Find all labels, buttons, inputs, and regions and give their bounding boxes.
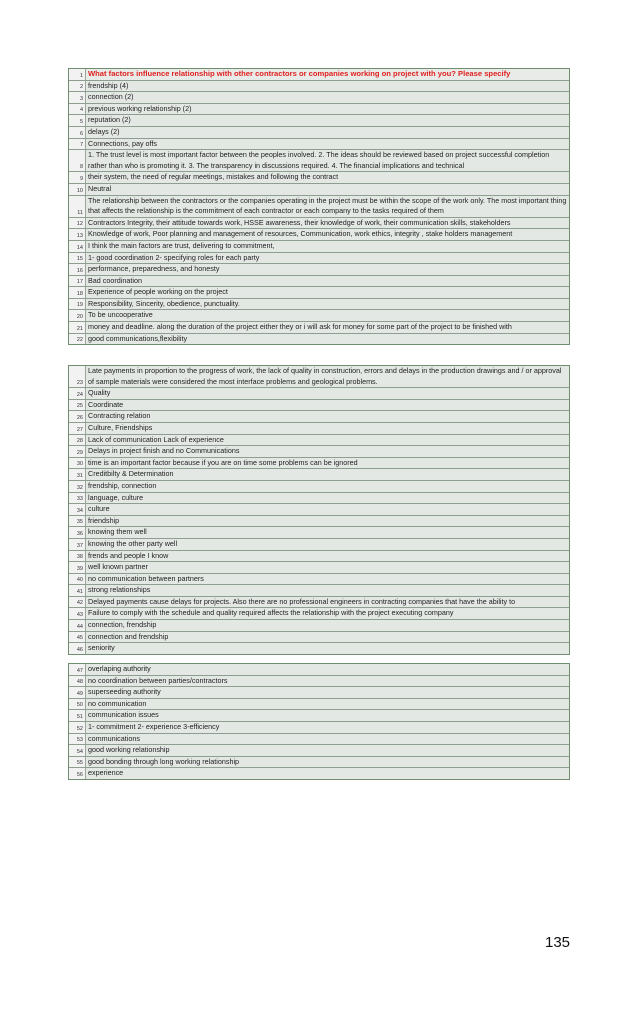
- row-number: 46: [69, 643, 86, 654]
- table-row: [69, 172, 569, 184]
- table-row: [69, 643, 569, 654]
- row-number: 42: [69, 597, 86, 608]
- table-row: [69, 562, 569, 574]
- row-number: 19: [69, 299, 86, 310]
- response-cell[interactable]: culture: [86, 504, 569, 515]
- response-cell[interactable]: strong relationships: [86, 585, 569, 596]
- table-row: [69, 608, 569, 620]
- table-row: [69, 632, 569, 644]
- response-cell[interactable]: Delays in project finish and no Communications: [86, 446, 569, 457]
- row-number: 32: [69, 481, 86, 492]
- response-cell[interactable]: Neutral: [86, 184, 569, 195]
- table-row: [69, 734, 569, 746]
- row-number: 3: [69, 92, 86, 103]
- spreadsheet-block-3: [68, 663, 570, 780]
- response-cell[interactable]: Quality: [86, 388, 569, 399]
- table-row: [69, 115, 569, 127]
- response-cell[interactable]: connection (2): [86, 92, 569, 103]
- table-row: [69, 127, 569, 139]
- row-number: 35: [69, 516, 86, 527]
- table-row: [69, 481, 569, 493]
- question-header[interactable]: What factors influence relationship with other contractors or companies working on project with you? Please specify: [86, 69, 569, 80]
- response-cell[interactable]: I think the main factors are trust, delivering to commitment,: [86, 241, 569, 252]
- table-row: [69, 287, 569, 299]
- row-number: 25: [69, 400, 86, 411]
- response-cell[interactable]: The relationship between the contractors or the companies operating in the project must be within the scope of the work only. The most important thing that affects the relationship is the commitment of each contractor or each company to the tasks required of them: [86, 196, 569, 217]
- row-number: 16: [69, 264, 86, 275]
- table-row: [69, 768, 569, 779]
- row-number: 48: [69, 676, 86, 687]
- table-row: [69, 597, 569, 609]
- table-row: [69, 574, 569, 586]
- table-row: [69, 435, 569, 447]
- table-row: [69, 516, 569, 528]
- table-row: [69, 699, 569, 711]
- table-row: [69, 504, 569, 516]
- table-row: [69, 745, 569, 757]
- spreadsheet-block-1: [68, 68, 570, 345]
- table-row: [69, 81, 569, 93]
- table-row: [69, 722, 569, 734]
- row-number: 49: [69, 687, 86, 698]
- row-number: 1: [69, 69, 86, 80]
- response-cell[interactable]: overlaping authority: [86, 664, 569, 675]
- table-row: [69, 139, 569, 151]
- row-number: 22: [69, 334, 86, 345]
- response-cell[interactable]: connection, frendship: [86, 620, 569, 631]
- row-number: 4: [69, 104, 86, 115]
- table-row: [69, 299, 569, 311]
- response-cell[interactable]: Creditbilty & Determination: [86, 469, 569, 480]
- response-cell[interactable]: well known partner: [86, 562, 569, 573]
- row-number: 43: [69, 608, 86, 619]
- row-number: 44: [69, 620, 86, 631]
- row-number: 50: [69, 699, 86, 710]
- page-number: 135: [545, 934, 571, 951]
- response-cell[interactable]: friendship: [86, 516, 569, 527]
- row-number: 33: [69, 493, 86, 504]
- response-cell[interactable]: Contracting relation: [86, 411, 569, 422]
- table-row: [69, 757, 569, 769]
- row-number: 21: [69, 322, 86, 333]
- row-number: 31: [69, 469, 86, 480]
- table-row: [69, 664, 569, 676]
- row-number: 41: [69, 585, 86, 596]
- response-cell[interactable]: knowing them well: [86, 527, 569, 538]
- row-number: 30: [69, 458, 86, 469]
- row-number: 20: [69, 310, 86, 321]
- response-cell[interactable]: Delayed payments cause delays for projects. Also there are no professional engineers in contracting companies that have the ability to: [86, 597, 569, 608]
- response-cell[interactable]: no communication between partners: [86, 574, 569, 585]
- row-number: 17: [69, 276, 86, 287]
- response-cell[interactable]: knowing the other party well: [86, 539, 569, 550]
- response-cell[interactable]: reputation (2): [86, 115, 569, 126]
- response-cell[interactable]: Knowledge of work, Poor planning and management of resources, Communication, work ethics, integrity , stake holders management: [86, 229, 569, 240]
- row-number: 14: [69, 241, 86, 252]
- row-number: 45: [69, 632, 86, 643]
- row-number: 9: [69, 172, 86, 183]
- table-row: [69, 334, 569, 345]
- row-number: 38: [69, 551, 86, 562]
- response-cell[interactable]: Experience of people working on the project: [86, 287, 569, 298]
- table-row: [69, 469, 569, 481]
- response-cell[interactable]: To be uncooperative: [86, 310, 569, 321]
- response-cell[interactable]: superseeding authority: [86, 687, 569, 698]
- row-number: 11: [69, 196, 86, 217]
- row-number: 24: [69, 388, 86, 399]
- table-row: [69, 620, 569, 632]
- table-row: [69, 446, 569, 458]
- row-number: 55: [69, 757, 86, 768]
- table-row: [69, 458, 569, 470]
- response-cell[interactable]: 1- commitment 2- experience 3-efficiency: [86, 722, 569, 733]
- row-number: 7: [69, 139, 86, 150]
- row-number: 15: [69, 253, 86, 264]
- row-number: 18: [69, 287, 86, 298]
- table-row: [69, 687, 569, 699]
- table-row: [69, 322, 569, 334]
- row-number: 10: [69, 184, 86, 195]
- row-number: 56: [69, 768, 86, 779]
- table-row: [69, 423, 569, 435]
- row-number: 51: [69, 710, 86, 721]
- row-number: 54: [69, 745, 86, 756]
- row-number: 29: [69, 446, 86, 457]
- response-cell[interactable]: Coordinate: [86, 400, 569, 411]
- response-cell[interactable]: Responsibility, Sincerity, obedience, punctuality.: [86, 299, 569, 310]
- table-row: [69, 218, 569, 230]
- response-cell[interactable]: 1. The trust level is most important factor between the peoples involved. 2. The ideas should be reviewed based on project successful completion rather than who is promoting it. 3. The transparency in discussions required. 4. The financial implications and technical: [86, 150, 569, 171]
- row-number: 37: [69, 539, 86, 550]
- table-row: [69, 276, 569, 288]
- row-number: 40: [69, 574, 86, 585]
- table-row: [69, 241, 569, 253]
- response-cell[interactable]: no coordination between parties/contractors: [86, 676, 569, 687]
- response-cell[interactable]: money and deadline. along the duration of the project either they or i will ask for money for some part of the project to be finished with: [86, 322, 569, 333]
- response-cell[interactable]: communication issues: [86, 710, 569, 721]
- table-row: [69, 184, 569, 196]
- response-cell[interactable]: Lack of communication Lack of experience: [86, 435, 569, 446]
- row-number: 6: [69, 127, 86, 138]
- response-cell[interactable]: Culture, Friendships: [86, 423, 569, 434]
- response-cell[interactable]: frendship (4): [86, 81, 569, 92]
- table-row: [69, 69, 569, 81]
- response-cell[interactable]: 1- good coordination 2- specifying roles for each party: [86, 253, 569, 264]
- response-cell[interactable]: Contractors Integrity, their attitude towards work, HSSE awareness, their knowledge of work, their communication skills, stakeholders: [86, 218, 569, 229]
- response-cell[interactable]: good working relationship: [86, 745, 569, 756]
- table-row: [69, 400, 569, 412]
- response-cell[interactable]: delays (2): [86, 127, 569, 138]
- row-number: 13: [69, 229, 86, 240]
- response-cell[interactable]: communications: [86, 734, 569, 745]
- table-row: [69, 493, 569, 505]
- table-row: [69, 253, 569, 265]
- row-number: 23: [69, 366, 86, 387]
- response-cell[interactable]: no communication: [86, 699, 569, 710]
- table-row: [69, 229, 569, 241]
- response-cell[interactable]: frendship, connection: [86, 481, 569, 492]
- row-number: 5: [69, 115, 86, 126]
- row-number: 53: [69, 734, 86, 745]
- table-row: [69, 710, 569, 722]
- response-cell[interactable]: seniority: [86, 643, 569, 654]
- table-row: [69, 411, 569, 423]
- row-number: 34: [69, 504, 86, 515]
- table-row: [69, 310, 569, 322]
- response-cell[interactable]: experience: [86, 768, 569, 779]
- response-cell[interactable]: Connections, pay offs: [86, 139, 569, 150]
- response-cell[interactable]: Late payments in proportion to the progress of work, the lack of quality in construction, errors and delays in the production drawings and / or approval of sample materials were considered the most interface problems and geological problems.: [86, 366, 569, 387]
- response-cell[interactable]: good bonding through long working relationship: [86, 757, 569, 768]
- row-number: 36: [69, 527, 86, 538]
- table-row: [69, 539, 569, 551]
- response-cell[interactable]: connection and frendship: [86, 632, 569, 643]
- table-row: [69, 92, 569, 104]
- response-cell[interactable]: Failure to comply with the schedule and quality required affects the relationship with the project executing company: [86, 608, 569, 619]
- table-row: [69, 264, 569, 276]
- table-row: [69, 366, 569, 388]
- response-cell[interactable]: their system, the need of regular meetings, mistakes and following the contract: [86, 172, 569, 183]
- row-number: 28: [69, 435, 86, 446]
- table-row: [69, 676, 569, 688]
- row-number: 39: [69, 562, 86, 573]
- response-cell[interactable]: Bad coordination: [86, 276, 569, 287]
- table-row: [69, 150, 569, 172]
- response-cell[interactable]: previous working relationship (2): [86, 104, 569, 115]
- table-row: [69, 551, 569, 563]
- table-row: [69, 196, 569, 218]
- response-cell[interactable]: time is an important factor because if you are on time some problems can be ignored: [86, 458, 569, 469]
- row-number: 52: [69, 722, 86, 733]
- table-row: [69, 104, 569, 116]
- response-cell[interactable]: performance, preparedness, and honesty: [86, 264, 569, 275]
- row-number: 8: [69, 150, 86, 171]
- response-cell[interactable]: language, culture: [86, 493, 569, 504]
- table-row: [69, 388, 569, 400]
- response-cell[interactable]: good communications,flexibility: [86, 334, 569, 345]
- table-row: [69, 527, 569, 539]
- row-number: 47: [69, 664, 86, 675]
- spreadsheet-block-2: [68, 365, 570, 655]
- table-row: [69, 585, 569, 597]
- row-number: 26: [69, 411, 86, 422]
- row-number: 12: [69, 218, 86, 229]
- row-number: 27: [69, 423, 86, 434]
- row-number: 2: [69, 81, 86, 92]
- response-cell[interactable]: frends and people I know: [86, 551, 569, 562]
